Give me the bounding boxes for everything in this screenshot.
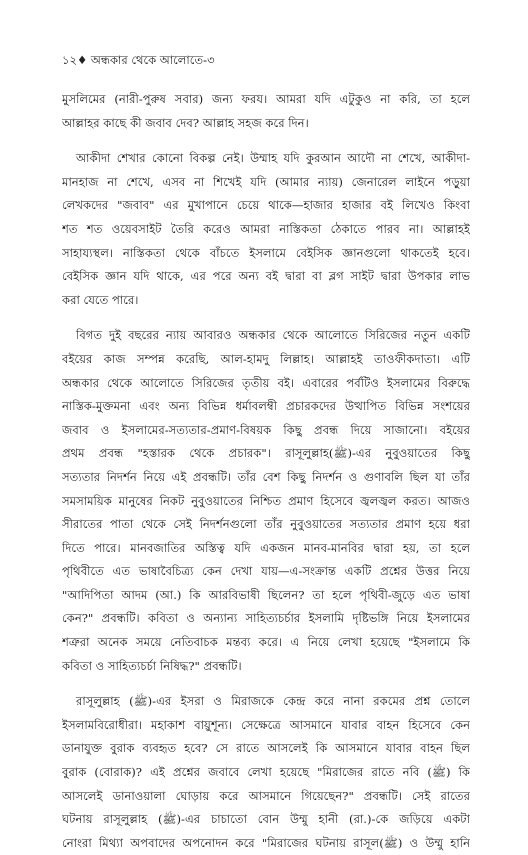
text-line: কবিতা ও সাহিত্যচর্চা নিষিদ্ধ?" প্রবন্ধটি। bbox=[62, 658, 242, 673]
text-line: ডানাযুক্ত বুরাক ব্যবহৃত হবে? সে রাতে আসলেই কি আসমানে যাবার বাহন ছিল bbox=[62, 741, 470, 756]
paragraph bbox=[62, 324, 470, 678]
text-line: নোংরা মিথ্যা অপবাদের অপনোদন করে "মিরাজের ঘটনায় রাসূল(ﷺ) ও উম্মু হানি bbox=[62, 835, 470, 850]
paragraph bbox=[62, 88, 470, 135]
text-line: জবাব ও ইসলামের-সত্যতার-প্রমাণ-বিষয়ক কিছু প্রবন্ধ দিয়ে সাজানো। বইয়ের bbox=[62, 422, 470, 437]
text-line: ইসলামবিরোধীরা। মহাকাশ বায়ুশূন্য। সেক্ষেত্রে আসমানে যাবার বাহন হিসেবে কেন bbox=[62, 717, 470, 732]
text-line: মুসলিমের (নারী-পুরুষ সবার) জন্য ফরয। আমরা যদি এটুকুও না করি, তা হলে bbox=[62, 92, 470, 106]
text-line: অন্ধকার থেকে আলোতে সিরিজের তৃতীয় বই। এবারের পর্বটিও ইসলামের বিরুদ্ধে bbox=[62, 375, 470, 390]
text-line: শত শত ওয়েবসাইট তৈরি করেও আমরা নাস্তিকতা ঠেকাতে পারব না। আল্লাহই bbox=[62, 221, 470, 236]
text-line: রাসূলুল্লাহ (ﷺ)-এর ইসরা ও মিরাজকে কেন্দ্র করে নানা রকমের প্রশ্ন তোলে bbox=[76, 694, 470, 709]
text-line: আসলেই ডানাওয়ালা ঘোড়ায় করে আসমানে গিয়েছেন?" প্রবন্ধটি। সেই রাতের bbox=[62, 788, 470, 803]
text-line: দিতে পারে। মানবজাতির অস্তিত্ব যদি একজন মানব-মানবির দ্বারা হয়, তা হলে bbox=[62, 540, 470, 555]
text-line: পৃথিবীতে এত ভাষাবৈচিত্র্য কেন দেখা যায়—এ-সংক্রান্ত একটি প্রশ্নের উত্তর নিয়ে bbox=[62, 564, 470, 579]
text-line: শত্রুরা অনেক সময়ে নেতিবাচক মন্তব্য করে। এ নিয়ে লেখা হয়েছে "ইসলামে কি bbox=[62, 635, 470, 650]
running-head: ১২♦ অন্ধকার থেকে আলোতে-৩ bbox=[62, 53, 215, 67]
text-line: বুরাক (বোরাক)? এই প্রশ্নের জবাবে লেখা হয়েছে "মিরাজের রাতে নবি (ﷺ) কি bbox=[62, 765, 470, 780]
paragraph bbox=[62, 147, 470, 312]
text-line: করা যেতে পারে। bbox=[62, 292, 139, 307]
text-line: সাহায্যস্থল। নাস্তিকতা থেকে বাঁচতে ইসলামে বেইসিক জ্ঞানগুলো থাকতেই হবে। bbox=[62, 245, 470, 260]
text-line: বইয়ের কাজ সম্পন্ন করেছি, আল-হামদু লিল্লাহ। আল্লাহই তাওফীকদাতা। এটি bbox=[62, 351, 470, 366]
text-line: বিগত দুই বছরের ন্যায় আবারও অন্ধকার থেকে আলোতে সিরিজের নতুন একটি bbox=[76, 328, 470, 343]
text-line: সীরাতের পাতা থেকে সেই নিদর্শনগুলো তাঁর নুবুওয়াতের সত্যতার প্রমাণ হয়ে ধরা bbox=[62, 517, 470, 532]
text-line: কেন?" প্রবন্ধটি। কবিতা ও অন্যান্য সাহিত্যচর্চার ইসলামি দৃষ্টিভঙ্গি নিয়ে ইসলামের bbox=[62, 611, 470, 626]
text-line: লেখকদের "জবাব" এর মুখাপানে চেয়ে থাকে—হাজার হাজার বই লিখেও কিংবা bbox=[62, 198, 470, 213]
text-line: বেইসিক জ্ঞান যদি থাকে, এর পরে অন্য বই দ্বারা বা ব্লগ সাইট দ্বারা উপকার লাভ bbox=[62, 269, 470, 284]
text-line: সত্যতার নিদর্শন নিয়ে এই প্রবন্ধটি। তাঁর বেশ কিছু নিদর্শন ও গুণাবলি ছিল যা তাঁর bbox=[62, 469, 470, 484]
paragraph bbox=[62, 690, 470, 855]
body-text bbox=[62, 88, 470, 855]
text-line: সমসাময়িক মানুষের নিকট নুবুওয়াতের নিশ্চিত প্রমাণ হিসেবে জ্বলজ্বল করত। আজও bbox=[62, 493, 470, 508]
text-line: ঘটনায় রাসূলুল্লাহ (ﷺ)-এর চাচাতো বোন উম্মু হানী (রা.)-কে জড়িয়ে একটা bbox=[62, 812, 470, 827]
text-line: আকীদা শেখার কোনো বিকল্প নেই। উম্মাহ যদি কুরআন আদৌ না শেখে, আকীদা- bbox=[76, 151, 470, 166]
text-line: মানহাজ না শেখে, এসব না শিখেই যদি (আমার ন্যায়) জেনারেল লাইনে পড়ুয়া bbox=[62, 174, 470, 189]
text-line: নাস্তিক-মুক্তমনা এবং অন্য বিভিন্ন ধর্মাবলম্বী প্রচারকদের উত্থাপিত বিভিন্ন সংশয়ের bbox=[62, 399, 470, 414]
text-line: প্রথম প্রবন্ধ "হস্তারক থেকে প্রচারক"। রাসূলুল্লাহ(ﷺ)-এর নুবুওয়াতের কিছু bbox=[62, 446, 470, 461]
text-line: "আদিপিতা আদম (আ.) কি আরবিভাষী ছিলেন? তা হলে পৃথিবী-জুড়ে এত ভাষা bbox=[62, 587, 470, 602]
text-line: আল্লাহর কাছে কী জবাব দেব? আল্লাহ সহজ করে দিন। bbox=[62, 115, 309, 130]
